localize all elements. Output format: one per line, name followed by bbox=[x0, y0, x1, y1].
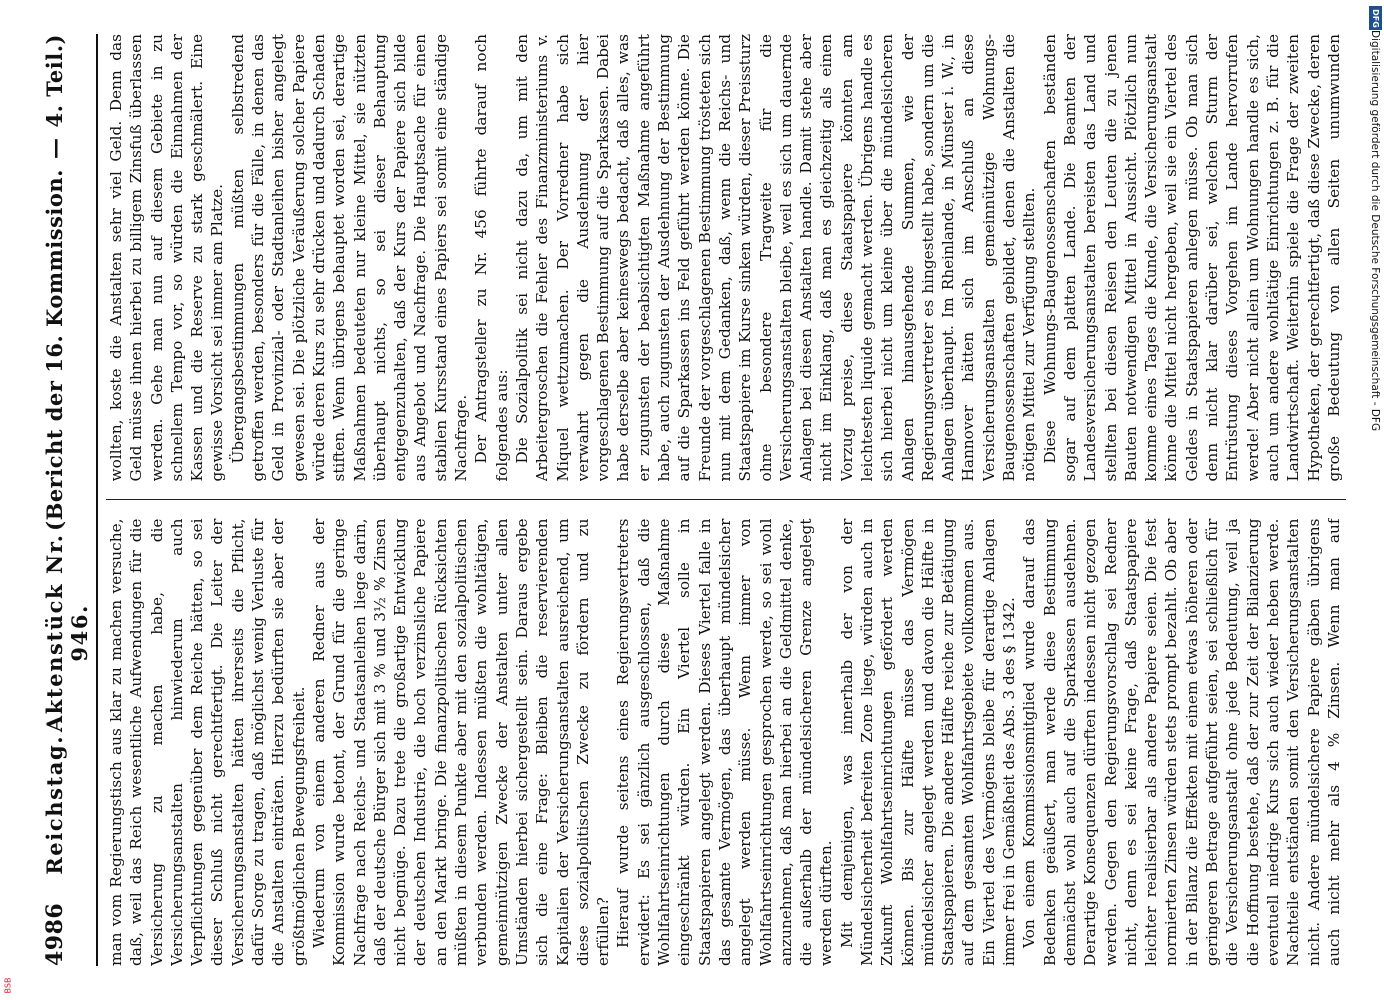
header-left: Reichstag. bbox=[42, 734, 67, 875]
digitization-credit: Digitalisierung gefördert durch die Deutsche Forschungsgemeinschaft - DFG bbox=[1369, 30, 1381, 432]
library-mark: BSB bbox=[3, 977, 13, 993]
paragraph: Mit demjenigen, was innerhalb der von der Mündelsicherheit befreiten Zone liege, würden auch in Zukunft Wohlfahrtseinrichtungen gefördert werden können. Bis zur Hälfte müsse das Vermögen mündelsicher angelegt werden und davon die Hälfte in Staatspapieren. Die andere Hälfte reiche zur Betätigung auf dem gesamten Wohlfahrtsgebiete vollkommen aus. Ein Viertel des Vermögens bleibe für derartige Anlagen immer frei in Gemäßheit des Abs. 3 des § 1342. bbox=[837, 518, 1019, 966]
header-right: (Bericht der 16. Kommission.—4. Teil.) bbox=[42, 34, 67, 531]
paragraph: Übergangsbestimmungen müßten selbstredend getroffen werden, besonders für die Fälle, in denen das Geld in Provinzial- oder Stadtanleihen bisher angelegt gewesen sei. Die plötzliche Veräußerung solcher Papiere würde deren Kurs zu sehr drücken und dadurch Schaden stiften. Wenn übrigens behauptet worden sei, derartige Maßnahmen bedeuteten nur kleine Mittel, sie nützten überhaupt nichts, so sei dieser Behauptung entgegenzuhalten, daß der Kurs der Papiere sich bilde aus Angebot und Nachfrage. Die Hauptsache für einen stabilen Kursstand eines Papiers sei somit eine ständige Nachfrage. bbox=[228, 34, 471, 482]
column-left bbox=[106, 519, 1346, 967]
paragraph: Wiederum von einem anderen Redner aus der Kommission wurde betont, der Grund für die geringe Nachfrage nach Reichs- und Staatsanleihen liege darin, daß der deutsche Bürger sich mit 3 % und 3½ % Zinsen nicht begnüge. Dazu trete die großartige Entwicklung der deutschen Industrie, die hoch verzinsliche Papiere an den Markt bringe. Die finanzpolitischen Rücksichten müßten in diesem Punkte aber mit den sozialpolitischen verbunden werden. Indessen müßten die wohltätigen, gemeinnützigen Zwecke der Anstalten unter allen Umständen hierbei sichergestellt sein. Daraus ergebe sich die eine Frage: Bleiben die reservierenden Kapitalien der Versicherungsanstalten ausreichend, um diese sozialpolitischen Zwecke zu fördern und zu erfüllen? bbox=[309, 518, 613, 966]
page-number: 4986 bbox=[42, 902, 68, 966]
paragraph: Diese Wohnungs-Baugenossenschaften beständen sogar auf dem platten Lande. Die Beamten der Landesversicherungsanstalten bereisten das Land und stellten bei diesen Reisen den Leuten die zu jenen Bauten notwendigen Mittel in Aussicht. Plötzlich nun komme eines Tages die Kunde, die Versicherungsanstalt könne die Mittel nicht hergeben, weil sie ein Viertel des Geldes in Staatspapieren anlegen müsse. Ob man sich denn nicht klar darüber sei, welchen Sturm der Entrüstung dieses Vorgehen im Lande hervorrufen werde! Aber nicht allein um Wohnungen handle es sich, auch um andere wohltätige Einrichtungen z. B. für die Landwirtschaft. Weiterhin spiele die Frage der zweiten Hypotheken, der gerechtfertigt, daß diese Zwecke, deren große Bedeutung von allen Seiten unumwunden bbox=[1040, 34, 1343, 482]
dfg-logo: DFG bbox=[1369, 6, 1382, 30]
paragraph: man vom Regierungstisch aus klar zu machen versuche, daß, weil das Reich wesentliche Aufwendungen für die Versicherung zu machen habe, die Versicherungsanstalten hinwiederum auch Verpflichtungen gegenüber dem Reiche hätten, so sei dieser Schluß nicht gerechtfertigt. Die Leiter der Versicherungsanstalten hätten ihrerseits die Pflicht, dafür Sorge zu tragen, daß möglichst wenig Verluste für die Anstalten einträten. Hierzu bedürften sie aber der größtmöglichen Bewegungsfreiheit. bbox=[107, 518, 308, 966]
column-right bbox=[106, 34, 1346, 482]
header-center: Aktenstück Nr. 946. bbox=[42, 533, 92, 733]
text-columns bbox=[106, 34, 1346, 966]
document-page bbox=[32, 20, 1352, 980]
column-divider bbox=[106, 500, 1346, 501]
paragraph: Von einem Kommissionsmitglied wurde darauf das Bedenken geäußert, man werde diese Bestimmung demnächst wohl auch auf die Sparkassen ausdehnen. Derartige Konsequenzen dürften indessen nicht gezogen werden. Gegen den Regierungsvorschlag sei Redner nicht, denn es sei keine Frage, daß Staatspapiere leichter realisierbar als andere Papiere seien. Die fest normierten Zinsen würden stets prompt bezahlt. Ob aber in der Bilanz die Effekten mit einem etwas höheren oder geringeren Betrage aufgeführt seien, sei schließlich für die Versicherungsanstalt ohne jede Bedeutung, weil ja die Hoffnung bestehe, daß der zur Zeit der Bilanzierung eventuell niedrige Kurs sich auch wieder heben werde. Nachteile entständen somit den Versicherungsanstalten nicht. Andere mündelsichere Papiere gäben übrigens auch nicht mehr als 4 % Zinsen. Wenn man auf bbox=[1020, 518, 1343, 966]
page-header bbox=[42, 34, 98, 966]
paragraph: Hierauf wurde seitens eines Regierungsvertreters erwidert: Es sei gänzlich ausgeschlossen, daß die Wohlfahrtseinrichtungen durch diese Maßnahme eingeschränkt würden. Ein Viertel solle in Staatspapieren angelegt werden. Dieses Viertel falle in das gesamte Vermögen, das überhaupt mündelsicher angelegt werden müsse. Wenn immer von Wohlfahrtseinrichtungen gesprochen werde, so sei wohl anzunehmen, daß man hierbei an die Geldmittel denke, die außerhalb der mündelsicheren Grenze angelegt werden dürften. bbox=[614, 518, 836, 966]
paragraph: wollten, koste die Anstalten sehr viel Geld. Denn das Geld müsse ihnen hierbei zu billigem Zinsfuß überlassen werden. Gehe man nun auf diesem Gebiete in zu schnellem Tempo vor, so würden die Einnahmen der Kassen und die Reserve zu stark geschmälert. Eine gewisse Vorsicht sei immer am Platze. bbox=[107, 34, 227, 482]
paragraph: Die Sozialpolitik sei nicht dazu da, um mit den Arbeitergroschen die Fehler des Finanzministeriums v. Miquel wettzumachen. Der Vorredner habe sich verwahrt gegen die Ausdehnung der hier vorgeschlagenen Bestimmung auf die Sparkassen. Dabei habe derselbe aber keineswegs bedacht, daß alles, was er zugunsten der beabsichtigten Maßnahme angeführt habe, auch zugunsten der Ausdehnung der Bestimmung auf die Sparkassen ins Feld geführt werden könne. Die Freunde der vorgeschlagenen Bestimmung trösteten sich nun mit dem Gedanken, daß, wenn die Reichs- und Staatspapiere im Kurse sinken würden, dieser Preissturz ohne besondere Tragweite für die Versicherungsanstalten bleibe, weil es sich um dauernde Anlagen bei diesen Anstalten handle. Damit stehe aber nicht im Einklang, daß man es gleichzeitig als einen Vorzug preise, diese Staatspapiere könnten am leichtesten liquide gemacht werden. Übrigens handle es sich hierbei nicht um kleine über die mündelsicheren Anlagen hinausgehende Summen, wie der Regierungsvertreter es hingestellt habe, sondern um die Anlagen überhaupt. Im Rheinlande, in Münster i. W., in Hannover hätten sich im Anschluß an diese Versicherungsanstalten gemeinnützige Wohnungs-Baugenossenschaften gebildet, denen die Anstalten die nötigen Mittel zur Verfügung stellten. bbox=[512, 34, 1039, 482]
paragraph: Der Antragsteller zu Nr. 456 führte darauf noch folgendes aus: bbox=[472, 34, 511, 482]
